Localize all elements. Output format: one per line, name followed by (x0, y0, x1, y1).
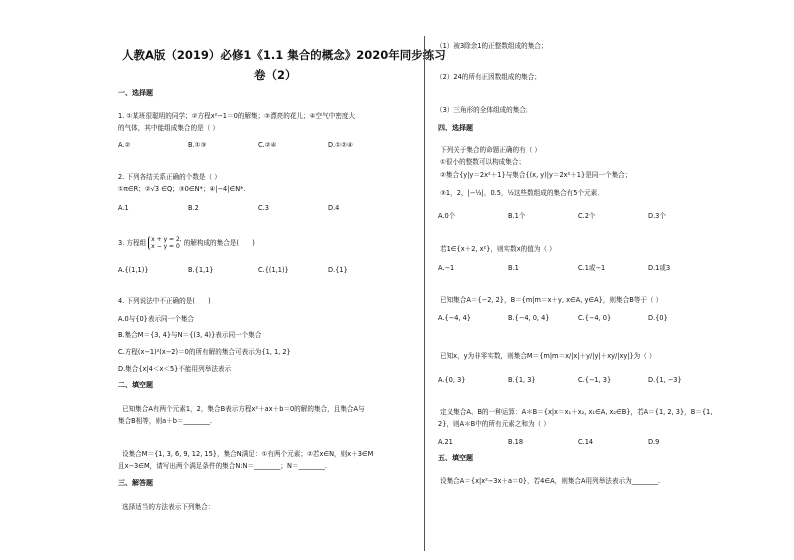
q4-line1: 4. 下列说法中不正确的是( ) (118, 297, 211, 305)
q2-option-c: C.3 (258, 204, 269, 212)
q8-option-a: A.{0, 3} (438, 376, 466, 384)
q1-line2: 的气体，其中能组成集合的是（ ） (118, 124, 220, 132)
section-heading-fill-2: 五、填空题 (438, 454, 473, 462)
q5-option-d: D.3个 (648, 212, 666, 220)
q6-option-a: A.−1 (438, 264, 455, 272)
answer-1-part2: （2）24的所有正因数组成的集合； (436, 73, 541, 81)
page-title-line1: 人教A版（2019）必修1《1.1 集合的概念》2020年同步练习 (122, 48, 446, 62)
q6-line1: 若1∈{x＋2, x²}，则实数x的值为（ ） (440, 245, 556, 253)
q4-option-c: C.方程(x−1)²(x−2)＝0的所有解的集合可表示为{1, 1, 2} (118, 348, 291, 356)
fill-3-line1: 设集合A＝{x|x²−3x＋a＝0}，若4∈A，则集合A用列举法表示为________. (440, 477, 661, 485)
q2-line2: ①π∈R；②√3 ∈Q；③0∈N*；④|−4|∈N*. (118, 185, 246, 193)
q5-line2: ①很小的整数可以构成集合； (440, 158, 526, 166)
section-heading-answer: 三、解答题 (118, 479, 153, 487)
q7-option-d: D.{0} (648, 314, 668, 322)
q5-option-c: C.2个 (578, 212, 596, 220)
q8-option-d: D.{1, −3} (648, 376, 682, 384)
q8-option-c: C.{−1, 3} (578, 376, 612, 384)
q1-option-a: A.② (118, 141, 131, 149)
q4-option-b: B.集合M＝{3, 4}与N＝{(3, 4)}表示同一个集合 (118, 331, 262, 339)
q3-option-b: B.{1,1} (188, 266, 214, 274)
q7-line1: 已知集合A＝{−2, 2}，B＝{m|m＝x＋y, x∈A, y∈A}，则集合B等于（ ） (440, 296, 663, 304)
q8-option-b: B.{1, 3} (508, 376, 536, 384)
q5-option-a: A.0个 (438, 212, 456, 220)
q4-option-a: A.0与{0}表示同一个集合 (118, 315, 195, 323)
equation-1: x + y = 2, (151, 236, 182, 243)
q1-line1: 1. ①某班很聪明的同学；②方程x²−1＝0的解集；③漂亮的花儿；④空气中密度大 (118, 112, 356, 120)
q2-option-a: A.1 (118, 204, 129, 212)
q7-option-b: B.{−4, 0, 4} (508, 314, 550, 322)
section-heading-choice: 一、选择题 (118, 89, 153, 97)
answer-1-part1: （1）被3除余1的正整数组成的集合； (436, 42, 548, 50)
column-divider (424, 36, 425, 551)
q9-line1: 定义集合A、B的一种运算：A＊B＝{x|x＝x₁＋x₂, x₁∈A, x₂∈B}，若A＝{1, 2, 3}，B＝{1, (440, 408, 713, 416)
answer-1-stem: 选择适当的方法表示下列集合： (122, 503, 215, 511)
q9-option-d: D.9 (648, 438, 660, 446)
equation-2: x − y = 0 (151, 243, 180, 250)
q1-option-b: B.①③ (188, 141, 207, 149)
q7-option-c: C.{−4, 0} (578, 314, 612, 322)
fill-2-line1: 设集合M＝{1, 3, 6, 9, 12, 15}，集合N满足：①有两个元素；②若x∈N，则x＋3∈M (122, 450, 374, 458)
q9-line2: 2}，则A＊B中的所有元素之和为（ ） (438, 420, 550, 428)
q3-suffix: 的解构成的集合是( ) (183, 239, 255, 247)
q3-option-d: D.{1} (328, 266, 348, 274)
fill-1-line2: 集合B相等，则a＋b＝________. (118, 417, 212, 425)
q1-option-c: C.②④ (258, 141, 277, 149)
q1-option-d: D.①②④ (328, 141, 353, 149)
answer-1-part3: （3）三角形的全体组成的集合． (436, 106, 533, 114)
q5-line3: ②集合{y|y＝2x²＋1}与集合{(x, y)|y＝2x²＋1}是同一个集合； (440, 171, 632, 179)
q2-option-d: D.4 (328, 204, 340, 212)
equation-system (148, 236, 182, 250)
fill-1-line1: 已知集合A有两个元素1，2，集合B表示方程x²＋ax＋b＝0的解的集合，且集合A与 (122, 405, 365, 413)
q6-option-d: D.1或3 (648, 264, 671, 272)
q7-option-a: A.{−4, 4} (438, 314, 471, 322)
q2-option-b: B.2 (188, 204, 199, 212)
q9-option-a: A.21 (438, 438, 453, 446)
section-heading-fill: 二、填空题 (118, 381, 153, 389)
q2-line1: 2. 下列各结关系正确的个数是（ ） (118, 173, 221, 181)
q4-option-d: D.集合{x|4＜x＜5}不能用列举法表示 (118, 365, 232, 373)
q3-stem (118, 236, 255, 250)
q3-option-a: A.{(1,1)} (118, 266, 149, 274)
q9-option-b: B.18 (508, 438, 524, 446)
section-heading-choice-2: 四、选择题 (438, 124, 473, 132)
page-title-line2: 卷（2） (254, 68, 297, 82)
q9-option-c: C.14 (578, 438, 594, 446)
q6-option-b: B.1 (508, 264, 519, 272)
q3-option-c: C.{(1,1)} (258, 266, 289, 274)
q5-option-b: B.1个 (508, 212, 526, 220)
q5-line1: 下列关于集合的命题正确的有（ ） (440, 146, 542, 154)
q3-prefix: 3. 方程组 (118, 239, 147, 247)
q6-option-c: C.1或−1 (578, 264, 606, 272)
fill-2-line2: 且x−3∈M，请写出两个满足条件的集合N:N＝________；N＝________. (118, 462, 328, 470)
q5-line4: ③1，2，|−½|，0.5，½这些数组成的集合有5个元素． (440, 189, 604, 197)
q8-line1: 已知x，y为非零实数，则集合M＝{m|m＝x/|x|＋y/|y|＋xy/|xy|}为（ ） (440, 352, 656, 360)
